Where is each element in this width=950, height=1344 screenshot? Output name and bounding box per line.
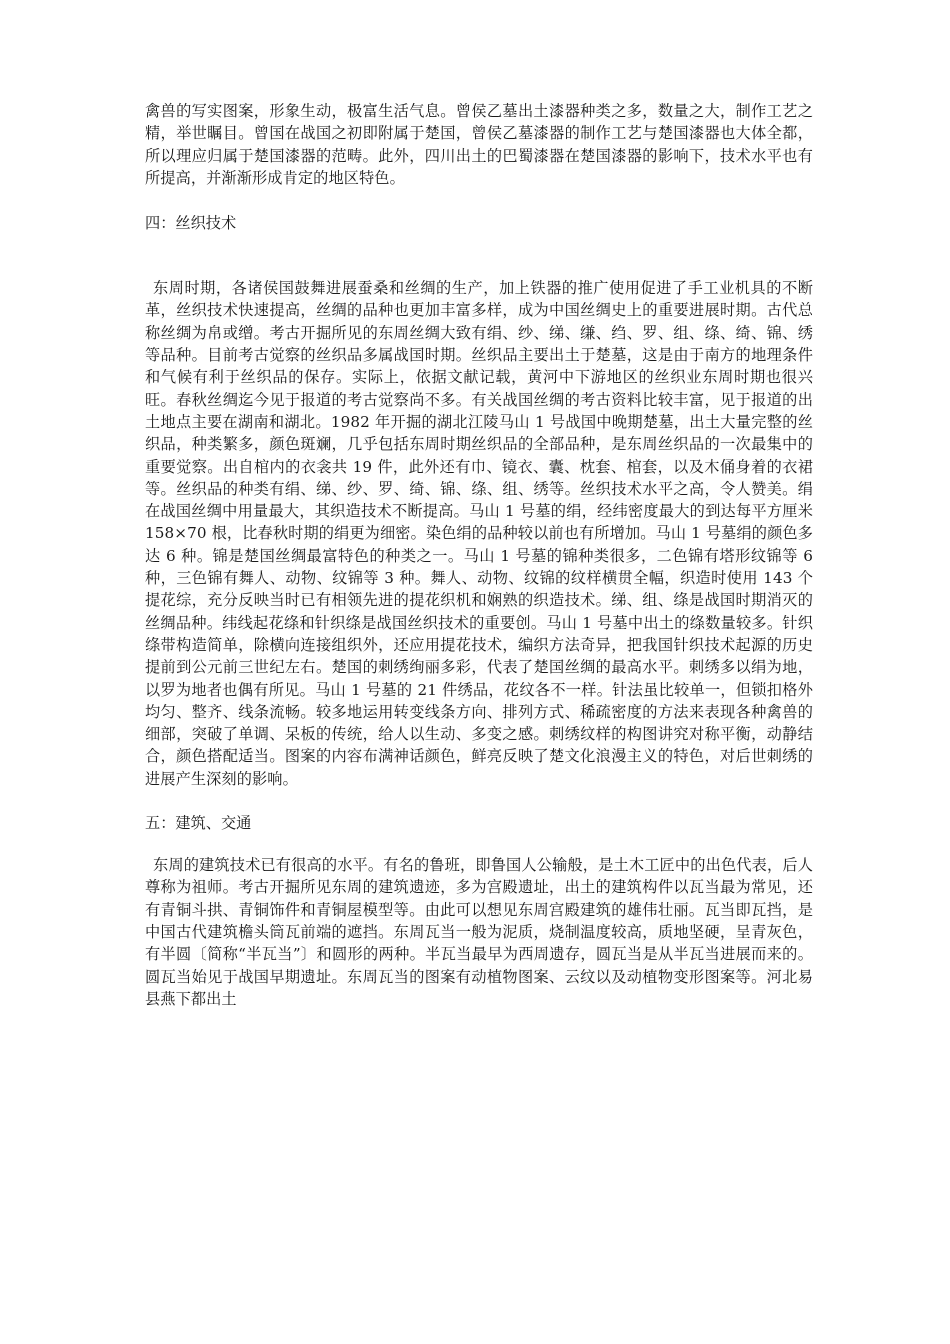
paragraph-lacquerware: 禽兽的写实图案，形象生动，极富生活气息。曾侯乙墓出土漆器种类之多，数量之大，制作工艺之精，举世瞩目。曾国在战国之初即附属于楚国，曾侯乙墓漆器的制作工艺与楚国漆器也大体全都，所以理应归属于楚国漆器的范畴。此外，四川出土的巴蜀漆器在楚国漆器的影响下，技术水平也有所提高，并渐渐形成肯定的地区特色。	[145, 102, 813, 187]
document-page	[145, 100, 813, 1010]
paragraph-architecture: 东周的建筑技术已有很高的水平。有名的鲁班，即鲁国人公输般，是土木工匠中的出色代表，后人尊称为祖师。考古开掘所见东周的建筑遗迹，多为宫殿遗址，出土的建筑构件以瓦当最为常见，还有青铜斗拱、青铜饰件和青铜屋模型等。由此可以想见东周宫殿建筑的雄伟壮丽。瓦当即瓦挡，是中国古代建筑檐头筒瓦前端的遮挡。东周瓦当一般为泥质，烧制温度较高，质地坚硬，呈青灰色，有半圆〔简称“半瓦当”〕和圆形的两种。半瓦当最早为西周遗存，圆瓦当是从半瓦当进展而来的。圆瓦当始见于战国早期遗址。东周瓦当的图案有动植物图案、云纹以及动植物变形图案等。河北易县燕下都出土	[145, 856, 813, 1008]
section-heading-silk: 四：丝织技术	[145, 214, 237, 233]
section-heading-architecture: 五：建筑、交通	[145, 814, 252, 833]
paragraph-silk: 东周时期，各诸侯国鼓舞进展蚕桑和丝绸的生产，加上铁器的推广使用促进了手工业机具的不断革，丝织技术快速提高，丝绸的品种也更加丰富多样，成为中国丝绸史上的重要进展时期。古代总称丝绸为帛或缯。考古开掘所见的东周丝绸大致有绢、纱、绨、缣、绉、罗、组、绦、绮、锦、绣等品种。目前考古觉察的丝织品多属战国时期。丝织品主要出土于楚墓，这是由于南方的地理条件和气候有利于丝织品的保存。实际上，依据文献记载，黄河中下游地区的丝织业东周时期也很兴旺。春秋丝绸迄今见于报道的考古觉察尚不多。有关战国丝绸的考古资料比较丰富，见于报道的出土地点主要在湖南和湖北。1982 年开掘的湖北江陵马山 1 号战国中晚期楚墓，出土大量完整的丝织品，种类繁多，颜色斑斓，几乎包括东周时期丝织品的全部品种，是东周丝织品的一次最集中的重要觉察。出自棺内的衣衾共 19 件，此外还有巾、镜衣、囊、枕套、棺套，以及木俑身着的衣裙等。丝织品的种类有绢、绨、纱、罗、绮、锦、绦、组、绣等。丝织技术水平之高，令人赞美。绢在战国丝绸中用量最大，其织造技术不断提高。马山 1 号墓的绢，经纬密度最大的到达每平方厘米 158×70 根，比春秋时期的绢更为细密。染色绢的品种较以前也有所增加。马山 1 号墓绢的颜色多达 6 种。锦是楚国丝绸最富特色的种类之一。马山 1 号墓的锦种类很多，二色锦有塔形纹锦等 6 种，三色锦有舞人、动物、纹锦等 3 种。舞人、动物、纹锦的纹样横贯全幅，织造时使用 143 个提花综，充分反映当时已有相领先进的提花织机和娴熟的织造技术。绨、组、绦是战国时期消灭的丝绸品种。纬线起花绦和针织绦是战国丝织技术的重要创。马山 1 号墓中出土的绦数量较多。针织绦带构造简单，除横向连接组织外，还应用提花技术，编织方法奇异，把我国针织技术起源的历史提前到公元前三世纪左右。楚国的刺绣绚丽多彩，代表了楚国丝绸的最高水平。刺绣多以绢为地，以罗为地者也偶有所见。马山 1 号墓的 21 件绣品，花纹各不一样。针法虽比较单一，但锁扣格外均匀、整齐、线条流畅。较多地运用转变线条方向、排列方式、稀疏密度的方法来表现各种禽兽的细部，突破了单调、呆板的传统，给人以生动、多变之感。刺绣纹样的构图讲究对称平衡，动静结合，颜色搭配适当。图案的内容布满神话颜色，鲜亮反映了楚文化浪漫主义的特色，对后世刺绣的进展产生深刻的影响。	[145, 279, 813, 788]
